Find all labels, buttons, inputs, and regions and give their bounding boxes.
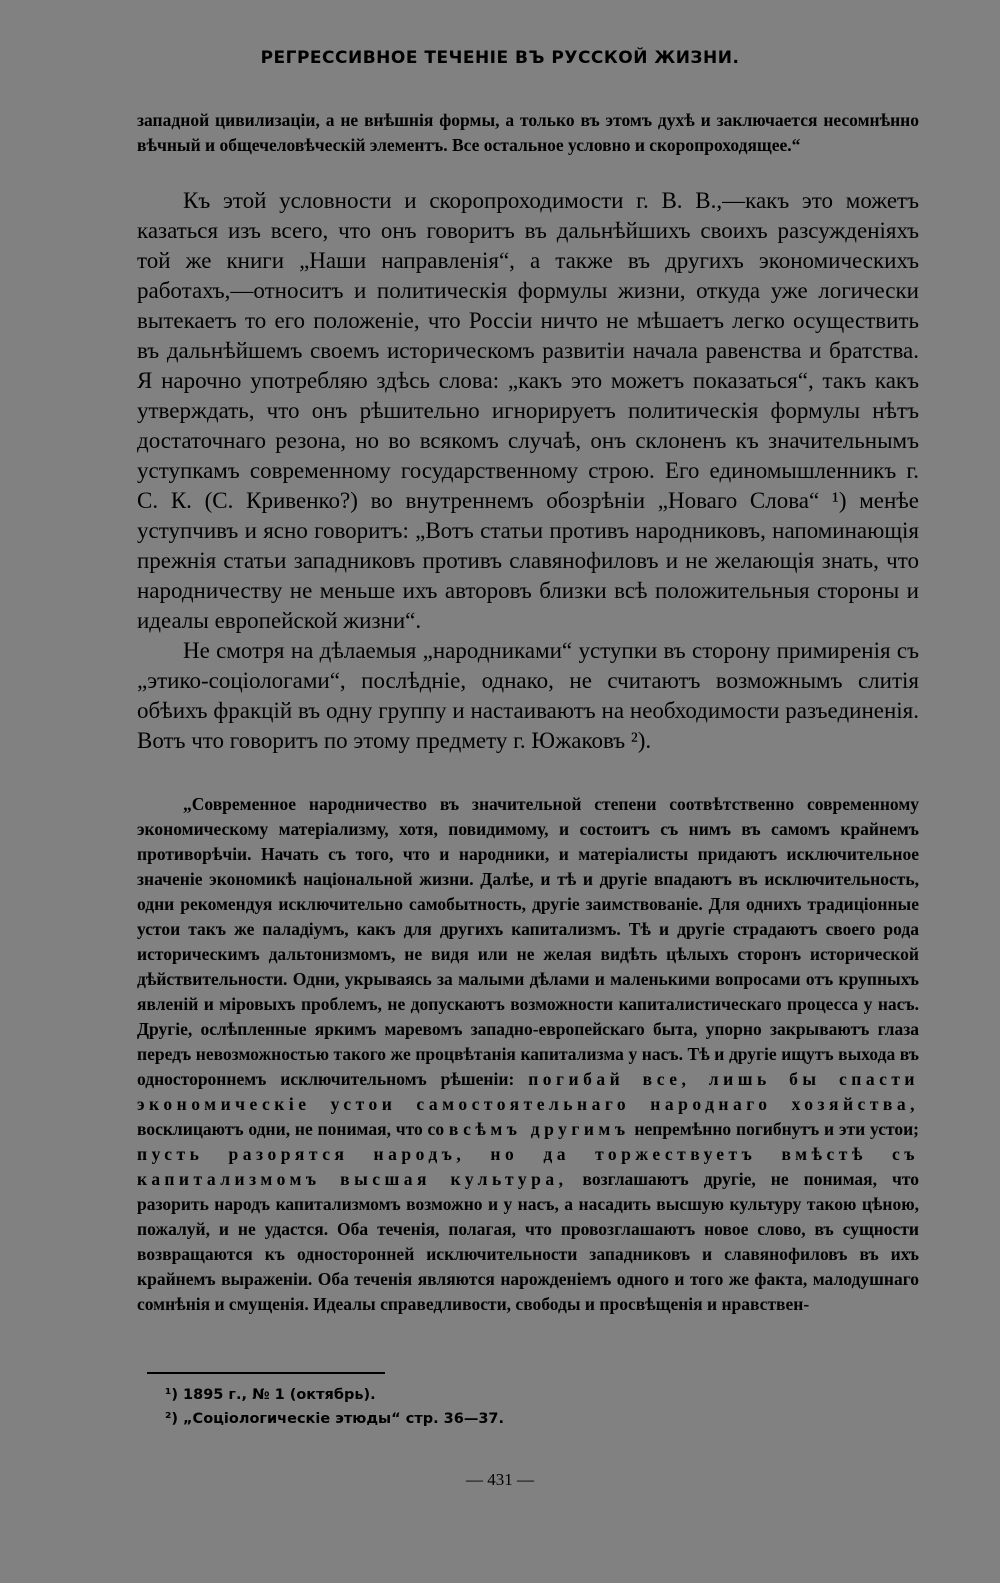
footnote-2: ²) „Соціологическіе этюды“ стр. 36—37. (165, 1411, 505, 1427)
quote-text-3: непремѣнно погибнутъ и эти устои; (634, 1119, 920, 1139)
block-quote (137, 792, 919, 1317)
block-quote-paragraph (137, 792, 919, 1317)
running-head: РЕГРЕССИВНОЕ ТЕЧЕНІЕ ВЪ РУССКОЙ ЖИЗНИ. (260, 48, 740, 68)
quote-continuation-text: западной цивилизаціи, а не внѣшнія формы, а только въ этомъ духѣ и заключается несомнѣнно вѣчный и общечеловѣческій элементъ. Все остальное условно и скоропроходящее.“ (137, 110, 919, 155)
footnote-rule (147, 1372, 385, 1374)
quote-spaced-3: пусть разорятся народъ, но да торжествуетъ вмѣстѣ съ капитализмомъ высшая культура, (137, 1144, 919, 1189)
paragraph-1: Къ этой условности и скоропроходимости г. В. В.,—какъ это можетъ казаться изъ всего, что онъ говоритъ въ дальнѣйшихъ своихъ разсужденіяхъ той же книги „Наши направленія“, а также въ другихъ экономическихъ работахъ,—относитъ и политическія формулы жизни, откуда уже логически вытекаетъ то его положеніе, что Россіи ничто не мѣшаетъ легко осуществить въ дальнѣйшемъ своемъ историческомъ развитіи начала равенства и братства. Я нарочно употребляю здѣсь слова: „какъ это можетъ показаться“, такъ какъ утверждать, что онъ рѣшительно игнорируетъ политическія формулы нѣтъ достаточнаго резона, но во всякомъ случаѣ, онъ склоненъ къ значительнымъ уступкамъ современному государственному строю. Его единомышленникъ г. С. К. (С. Кривенко?) во внутреннемъ обозрѣніи „Новаго Слова“ ¹) менѣе уступчивъ и ясно говоритъ: „Вотъ статьи противъ народниковъ, напоминающія прежнія статьи западниковъ противъ славянофиловъ и не желающія знать, что народничеству не меньше ихъ авторовъ близки всѣ положительныя стороны и идеалы европейской жизни“. (137, 188, 919, 633)
quote-text-1: „Современное народничество въ значительной степени соотвѣтственно современному экономическому матеріализму, хотя, повидимому, и состоитъ съ нимъ въ самомъ крайнемъ противорѣчіи. Начать съ того, что и народники, и матеріалисты придаютъ исключительное значеніе экономикѣ національной жизни. Далѣе, и тѣ и другіе впадаютъ въ исключительность, одни рекомендуя исключительно самобытность, другіе заимствованіе. Для однихъ традиціонные устои такъ же паладіумъ, какъ для другихъ капитализмъ. Тѣ и другіе страдаютъ своего рода историческимъ дальтонизмомъ, не видя или не желая видѣть цѣлыхъ сторонъ исторической дѣйствительности. Одни, укрываясь за малыми дѣлами и маленькими вопросами отъ крупныхъ явленій и міровыхъ проблемъ, не допускаютъ возможности капиталистическаго процесса у насъ. Другіе, ослѣпленные яркимъ маревомъ западно-европейскаго быта, упорно закрываютъ глаза передъ невозможностью такого же процвѣтанія капитализма у насъ. Тѣ и другіе ищутъ выхода въ одностороннемъ исключительномъ рѣшеніи: (137, 794, 919, 1089)
footnotes (165, 1383, 504, 1431)
body-text (137, 186, 919, 756)
quote-continuation (137, 108, 919, 158)
quote-spaced-2: всѣмъ другимъ (448, 1119, 630, 1139)
quote-text-2: восклицаютъ одни, не понимая, что со (137, 1119, 445, 1139)
footnote-1: ¹) 1895 г., № 1 (октябрь). (165, 1387, 376, 1403)
quote-spaced-1: погибай все, лишь бы спасти экономическіе устои самостоятельнаго народнаго хозяйства, (137, 1069, 920, 1114)
page-number: — 431 — (466, 1470, 534, 1489)
quote-text-4: возглашаютъ другіе, не понимая, что разорить народъ капитализмомъ возможно и у насъ, а насадить высшую культуру такою цѣною, пожалуй, и не удастся. Оба теченія, полагая, что провозглашаютъ новое слово, въ сущности возвращаются къ односторонней исключительности западниковъ и славянофиловъ въ ихъ крайнемъ выраженіи. Оба теченія являются нарожденіемъ одного и того же факта, малодушнаго сомнѣнія и смущенія. Идеалы справедливости, свободы и просвѣщенія и нравствен- (137, 1169, 919, 1314)
paragraph-2: Не смотря на дѣлаемыя „народниками“ уступки въ сторону примиренія съ „этико-соціологами“, послѣдніе, однако, не считаютъ возможнымъ слитія обѣихъ фракцій въ одну группу и настаиваютъ на необходимости разъединенія. Вотъ что говоритъ по этому предмету г. Южаковъ ²). (137, 638, 919, 753)
